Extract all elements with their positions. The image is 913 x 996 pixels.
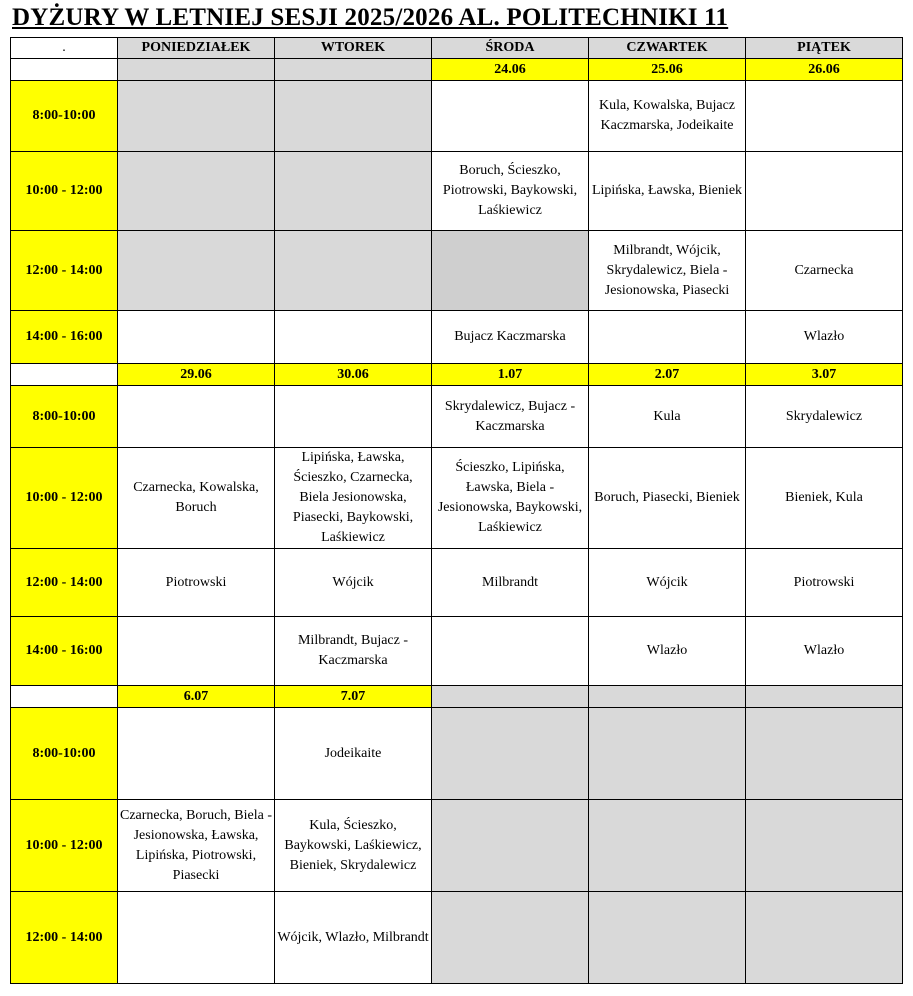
- time-row: [11, 708, 903, 800]
- duty-cell: Wlazło: [589, 617, 746, 686]
- duty-cell: [275, 152, 432, 231]
- time-slot-label: 14:00 - 16:00: [11, 617, 118, 686]
- duty-cell: [275, 311, 432, 364]
- time-slot-label: 12:00 - 14:00: [11, 549, 118, 617]
- date-row-label: [11, 59, 118, 81]
- time-row: [11, 892, 903, 984]
- time-row: [11, 152, 903, 231]
- duty-cell: [118, 892, 275, 984]
- day-header-tuesday: WTOREK: [275, 38, 432, 59]
- date-row-label: [11, 686, 118, 708]
- date-cell: [275, 59, 432, 81]
- time-slot-label: 12:00 - 14:00: [11, 892, 118, 984]
- time-slot-label: 8:00-10:00: [11, 81, 118, 152]
- time-row: [11, 448, 903, 549]
- duty-cell: Boruch, Ścieszko, Piotrowski, Baykowski, Laśkiewicz: [432, 152, 589, 231]
- date-cell: 25.06: [589, 59, 746, 81]
- duty-cell: Milbrandt, Wójcik, Skrydalewicz, Biela - Jesionowska, Piasecki: [589, 231, 746, 311]
- time-row: [11, 386, 903, 448]
- duty-cell: Boruch, Piasecki, Bieniek: [589, 448, 746, 549]
- corner-cell: .: [11, 38, 118, 59]
- duty-cell: [746, 81, 903, 152]
- date-row-label: [11, 364, 118, 386]
- time-row: [11, 617, 903, 686]
- duty-cell: Wlazło: [746, 617, 903, 686]
- duty-cell: [432, 81, 589, 152]
- schedule-table-week-3: [10, 685, 903, 984]
- duty-cell: Wójcik: [275, 549, 432, 617]
- duty-cell: Wójcik: [589, 549, 746, 617]
- time-row: [11, 311, 903, 364]
- duty-cell: [118, 81, 275, 152]
- duty-cell: Piotrowski: [746, 549, 903, 617]
- duty-cell: [118, 617, 275, 686]
- duty-cell: [432, 708, 589, 800]
- duty-cell: [746, 800, 903, 892]
- time-slot-label: 10:00 - 12:00: [11, 800, 118, 892]
- date-cell: 3.07: [746, 364, 903, 386]
- duty-cell: [746, 892, 903, 984]
- time-row: [11, 800, 903, 892]
- duty-cell: [118, 152, 275, 231]
- duty-cell: Ścieszko, Lipińska, Ławska, Biela - Jesionowska, Baykowski, Laśkiewicz: [432, 448, 589, 549]
- duty-cell: [432, 800, 589, 892]
- duty-cell: Bieniek, Kula: [746, 448, 903, 549]
- date-cell: [746, 686, 903, 708]
- duty-cell: Kula, Ścieszko, Baykowski, Laśkiewicz, Bieniek, Skrydalewicz: [275, 800, 432, 892]
- duty-cell: [746, 152, 903, 231]
- date-cell: 2.07: [589, 364, 746, 386]
- day-header-thursday: CZWARTEK: [589, 38, 746, 59]
- time-slot-label: 12:00 - 14:00: [11, 231, 118, 311]
- duty-cell: Wlazło: [746, 311, 903, 364]
- duty-cell: Milbrandt: [432, 549, 589, 617]
- duty-cell: Czarnecka: [746, 231, 903, 311]
- duty-cell: Wójcik, Wlazło, Milbrandt: [275, 892, 432, 984]
- date-cell: 26.06: [746, 59, 903, 81]
- time-slot-label: 8:00-10:00: [11, 386, 118, 448]
- duty-cell: [432, 617, 589, 686]
- time-slot-label: 10:00 - 12:00: [11, 448, 118, 549]
- duty-cell: Kula, Kowalska, Bujacz Kaczmarska, Jodeikaite: [589, 81, 746, 152]
- day-header-friday: PIĄTEK: [746, 38, 903, 59]
- duty-cell: [589, 892, 746, 984]
- duty-cell: Kula: [589, 386, 746, 448]
- duty-cell: Skrydalewicz: [746, 386, 903, 448]
- duty-cell: Milbrandt, Bujacz - Kaczmarska: [275, 617, 432, 686]
- date-cell: [432, 686, 589, 708]
- duty-cell: [118, 231, 275, 311]
- duty-cell: [589, 800, 746, 892]
- duty-cell: [432, 231, 589, 311]
- duty-cell: [589, 311, 746, 364]
- duty-cell: Piotrowski: [118, 549, 275, 617]
- duty-cell: Jodeikaite: [275, 708, 432, 800]
- date-cell: 7.07: [275, 686, 432, 708]
- duty-cell: [589, 708, 746, 800]
- duty-cell: Bujacz Kaczmarska: [432, 311, 589, 364]
- week3-date-row: [11, 686, 903, 708]
- day-header-wednesday: ŚRODA: [432, 38, 589, 59]
- date-cell: 30.06: [275, 364, 432, 386]
- week2-date-row: [11, 364, 903, 386]
- duty-cell: [118, 708, 275, 800]
- duty-cell: Lipińska, Ławska, Bieniek: [589, 152, 746, 231]
- time-row: [11, 81, 903, 152]
- time-slot-label: 14:00 - 16:00: [11, 311, 118, 364]
- time-slot-label: 8:00-10:00: [11, 708, 118, 800]
- duty-cell: [275, 81, 432, 152]
- duty-cell: Czarnecka, Kowalska, Boruch: [118, 448, 275, 549]
- date-cell: 29.06: [118, 364, 275, 386]
- date-cell: [589, 686, 746, 708]
- time-slot-label: 10:00 - 12:00: [11, 152, 118, 231]
- duty-cell: [275, 386, 432, 448]
- duty-cell: Czarnecka, Boruch, Biela - Jesionowska, Ławska, Lipińska, Piotrowski, Piasecki: [118, 800, 275, 892]
- week1-date-row: [11, 59, 903, 81]
- duty-cell: [275, 231, 432, 311]
- duty-cell: [746, 708, 903, 800]
- duty-cell: [118, 311, 275, 364]
- duty-cell: [118, 386, 275, 448]
- time-row: [11, 231, 903, 311]
- time-row: [11, 549, 903, 617]
- date-cell: [118, 59, 275, 81]
- day-header-monday: PONIEDZIAŁEK: [118, 38, 275, 59]
- date-cell: 24.06: [432, 59, 589, 81]
- duty-cell: Skrydalewicz, Bujacz - Kaczmarska: [432, 386, 589, 448]
- schedule-table-weeks-1-2: [10, 37, 903, 686]
- day-header-row: [11, 38, 903, 59]
- date-cell: 1.07: [432, 364, 589, 386]
- duty-cell: Lipińska, Ławska, Ścieszko, Czarnecka, Biela Jesionowska, Piasecki, Baykowski, Laśkiewicz: [275, 448, 432, 549]
- page-title: DYŻURY W LETNIEJ SESJI 2025/2026 AL. POLITECHNIKI 11: [12, 4, 729, 31]
- date-cell: 6.07: [118, 686, 275, 708]
- duty-cell: [432, 892, 589, 984]
